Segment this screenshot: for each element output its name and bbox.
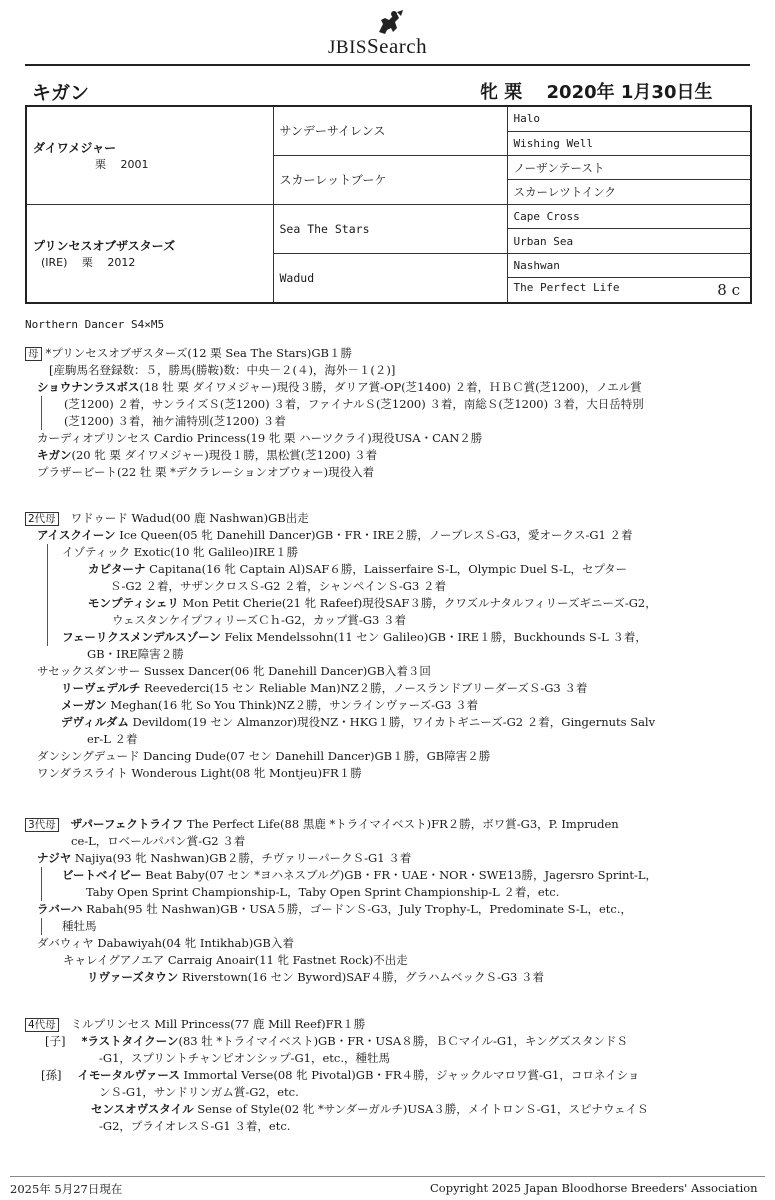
- horse-name: キガン: [32, 82, 90, 104]
- pedigree-sire: [26, 106, 273, 204]
- fourth-dam-section: 4代母 ミルプリンセス Mill Princess(77 鹿 Mill Reef)FR１勝 [子] *ラストタイクーン(83 牡 *トライマイベスト)GB・FR・USA８勝，ＢＣマイル-G1，キングズスタンドＳ -G1，スプリントチャンピオンシップ-G1，etc.，種牡馬 [孫] イモータルヴァース Immortal Verse(08 牝 Pivotal)GB・FR４勝，ジャックルマロワ賞-G1，コロネイショ ンＳ-G1，サンドリンガム賞-G2，etc. センスオヴスタイル Sense of Style(02 牝 *サンダーガルチ)USA３勝，メイトロンＳ-G1，スピナウェイＳ -G2，プライオレスＳ-G1 ３着，etc.: [25, 1016, 649, 1135]
- dam-section: 母 *プリンセスオブザスターズ(12 栗 Sea The Stars)GB１勝 [産駒馬名登録数：５，勝馬(勝鞍)数：中央－２(４)，海外－１(２)] ショウナンラスボス(18 牡 栗 ダイワメジャー)現役３勝，ダリア賞-OP(芝1400) ２着，ＨＢＣ賞(芝1200)，ノエル賞 (芝1200) ２着，サンライズＳ(芝1200) ３着，ファイナルＳ(芝1200) ３着，南総Ｓ(芝1200) ３着，大日岳特別 (芝1200) ３着，袖ケ浦特別(芝1200) ３着 カーディオプリンセス Cardio Princess(19 牝 栗 ハーツクライ)現役USA・CAN２勝 キガン(20 牝 栗 ダイワメジャー)現役１勝，黒松賞(芝1200) ３着 プラザービート(22 牡 栗 *デクラレーションオブウォー)現役入着: [25, 345, 644, 481]
- dam-line: *プリンセスオブザスターズ(12 栗 Sea The Stars)GB１勝: [45, 346, 352, 360]
- sire-detail: 栗 2001: [95, 157, 149, 171]
- dam-name: プリンセスオブザスターズ: [33, 238, 176, 253]
- pedigree-sire-sire: サンデーサイレンス: [273, 106, 507, 155]
- copyright: Copyright 2025 Japan Bloodhorse Breeders' Association: [430, 1181, 758, 1195]
- produce-entry: ラバーハ Rabah(95 牡 Nashwan)GB・USA５勝，ゴードンＳ-G3，July Trophy-L，Predominate S-L，etc.，: [37, 902, 632, 916]
- dam-produce-summary: [産駒馬名登録数：５，勝馬(勝鞍)数：中央－２(４)，海外－１(２)]: [49, 363, 396, 377]
- footer-divider: [10, 1176, 765, 1177]
- section-tag: 4代母: [25, 1018, 59, 1032]
- section-tag: 3代母: [25, 818, 59, 832]
- dam-detail: (IRE) 栗 2012: [41, 255, 136, 269]
- second-dam-section: 2代母 ワドゥード Wadud(00 鹿 Nashwan)GB出走 アイスクイーン Ice Queen(05 牝 Danehill Dancer)GB・FR・IRE２勝，ノーブレスＳ-G3，愛オークス-G1 ２着 イゾティック Exotic(10 牝 Galileo)IRE１勝 カピターナ Capitana(16 牝 Captain Al)SAF６勝，Laisserfaire S-L，Olympic Duel S-L，セプター Ｓ-G2 ２着，サザンクロスＳ-G2 ２着，シャンペインＳ-G3 ２着 モンプティシェリ Mon Petit Cherie(21 牝 Rafeef)現役SAF３勝，クワズルナタルフィリーズギニーズ-G2， ウェスタンケイプフィリーズＣｈ-G2，カップ賞-G3 ３着 フェーリクスメンデルスゾーン Felix Mendelssohn(11 セン Galileo)GB・IRE１勝，Buckhounds S-L ３着， GB・IRE障害２勝 サセックスダンサー Sussex Dancer(06 牝 Danehill Dancer)GB入着３回 リーヴェデルチ Reevederci(15 セン Reliable Man)NZ２勝，ノースランドブリーダーズＳ-G3 ３着 メーガン Meghan(16 牝 So You Think)NZ２勝，サンラインヴァーズ-G3 ３着 デヴィルダム Devildom(19 セン Almanzor)現役NZ・HKG１勝，ワイカトギニーズ-G2 ２着，Gingernuts Salv er-L ２着 ダンシングデュード Dancing Dude(07 セン Danehill Dancer)GB１勝，GB障害２勝 ワンダラスライト Wonderous Light(08 牝 Montjeu)FR１勝: [25, 510, 657, 782]
- pedigree-dsd: Urban Sea: [507, 229, 751, 253]
- produce-entry: ダンシングデュード Dancing Dude(07 セン Danehill Dancer)GB１勝，GB障害２勝: [37, 749, 491, 763]
- jbis-search-logo: [328, 8, 468, 56]
- horse-info: 牝 栗 2020年 1月30日生: [480, 82, 713, 103]
- pedigree-ssd: Wishing Well: [507, 131, 751, 155]
- sire-name: ダイワメジャー: [33, 140, 117, 155]
- pedigree-dam: [26, 204, 273, 303]
- section-tag: 2代母: [25, 512, 59, 526]
- pedigree-dds: Nashwan: [507, 253, 751, 277]
- pedigree-sire-dam: スカーレットブーケ: [273, 155, 507, 204]
- produce-entry: ダバウィヤ Dabawiyah(04 牝 Intikhab)GB入着: [37, 936, 294, 950]
- pedigree-dss: Cape Cross: [507, 204, 751, 228]
- header-divider: [25, 64, 750, 66]
- produce-entry: イゾティック Exotic(10 牝 Galileo)IRE１勝: [47, 544, 657, 561]
- pedigree-sss: Halo: [507, 106, 751, 131]
- pedigree-dam-sire: Sea The Stars: [273, 204, 507, 253]
- as-of-date: 2025年 5月27日現在: [10, 1182, 123, 1196]
- produce-entry: キガン(20 牝 栗 ダイワメジャー)現役１勝，黒松賞(芝1200) ３着: [37, 448, 378, 462]
- pedigree-table: [25, 105, 752, 304]
- section-tag: 母: [25, 347, 42, 361]
- pedigree-ddd-cell: [507, 278, 751, 303]
- family-number: 8 c: [717, 281, 740, 300]
- produce-name: ショウナンラスボス: [37, 380, 140, 394]
- produce-entry: ナジヤ Najiya(93 牝 Nashwan)GB２勝，チヴァリーパークＳ-G1 ３着: [37, 851, 412, 865]
- logo-text-jbis: JBIS: [328, 37, 367, 58]
- third-dam-section: 3代母 ザパーフェクトライフ The Perfect Life(88 黒鹿 *トライマイベスト)FR２勝，ボワ賞-G3，P. Impruden ce-L，ロベールパパン賞-G2 ３着 ナジヤ Najiya(93 牝 Nashwan)GB２勝，チヴァリーパークＳ-G1 ３着 ビートベイビー Beat Baby(07 セン *ヨハネスブルグ)GB・FR・UAE・NOR・SWE13勝，Jagersro Sprint-L， Taby Open Sprint Championship-L，Taby Open Sprint Championship-L ２着，etc. ラバーハ Rabah(95 牡 Nashwan)GB・USA５勝，ゴードンＳ-G3，July Trophy-L，Predominate S-L，etc.， 種牡馬 ダバウィヤ Dabawiyah(04 牝 Intikhab)GB入着 キャレイグアノエア Carraig Anoair(11 牝 Fastnet Rock)不出走 リヴァーズタウン Riverstown(16 セン Byword)SAF４勝，グラハムベックＳ-G3 ３着: [25, 816, 657, 986]
- pedigree-sds: ノーザンテースト: [507, 155, 751, 179]
- produce-name: キガン: [37, 448, 72, 462]
- produce-entry: アイスクイーン Ice Queen(05 牝 Danehill Dancer)GB・FR・IRE２勝，ノーブレスＳ-G3，愛オークス-G1 ２着: [37, 528, 633, 542]
- produce-entry: ワンダラスライト Wonderous Light(08 牝 Montjeu)FR１勝: [37, 766, 362, 780]
- produce-entry: ショウナンラスボス(18 牡 栗 ダイワメジャー)現役３勝，ダリア賞-OP(芝1400) ２着，ＨＢＣ賞(芝1200)，ノエル賞: [37, 380, 642, 394]
- produce-entry: プラザービート(22 牡 栗 *デクラレーションオブウォー)現役入着: [37, 465, 375, 479]
- produce-entry: カーディオプリンセス Cardio Princess(19 牝 栗 ハーツクライ)現役USA・CAN２勝: [37, 431, 483, 445]
- pedigree-dam-dam: Wadud: [273, 253, 507, 303]
- inbreeding-note: Northern Dancer S4×M5: [25, 318, 165, 331]
- pedigree-sdd: スカーレツトインク: [507, 180, 751, 204]
- logo-text-search: Search: [366, 34, 428, 58]
- produce-entry: サセックスダンサー Sussex Dancer(06 牝 Danehill Dancer)GB入着３回: [37, 664, 431, 678]
- pedigree-ddd: The Perfect Life: [513, 281, 620, 295]
